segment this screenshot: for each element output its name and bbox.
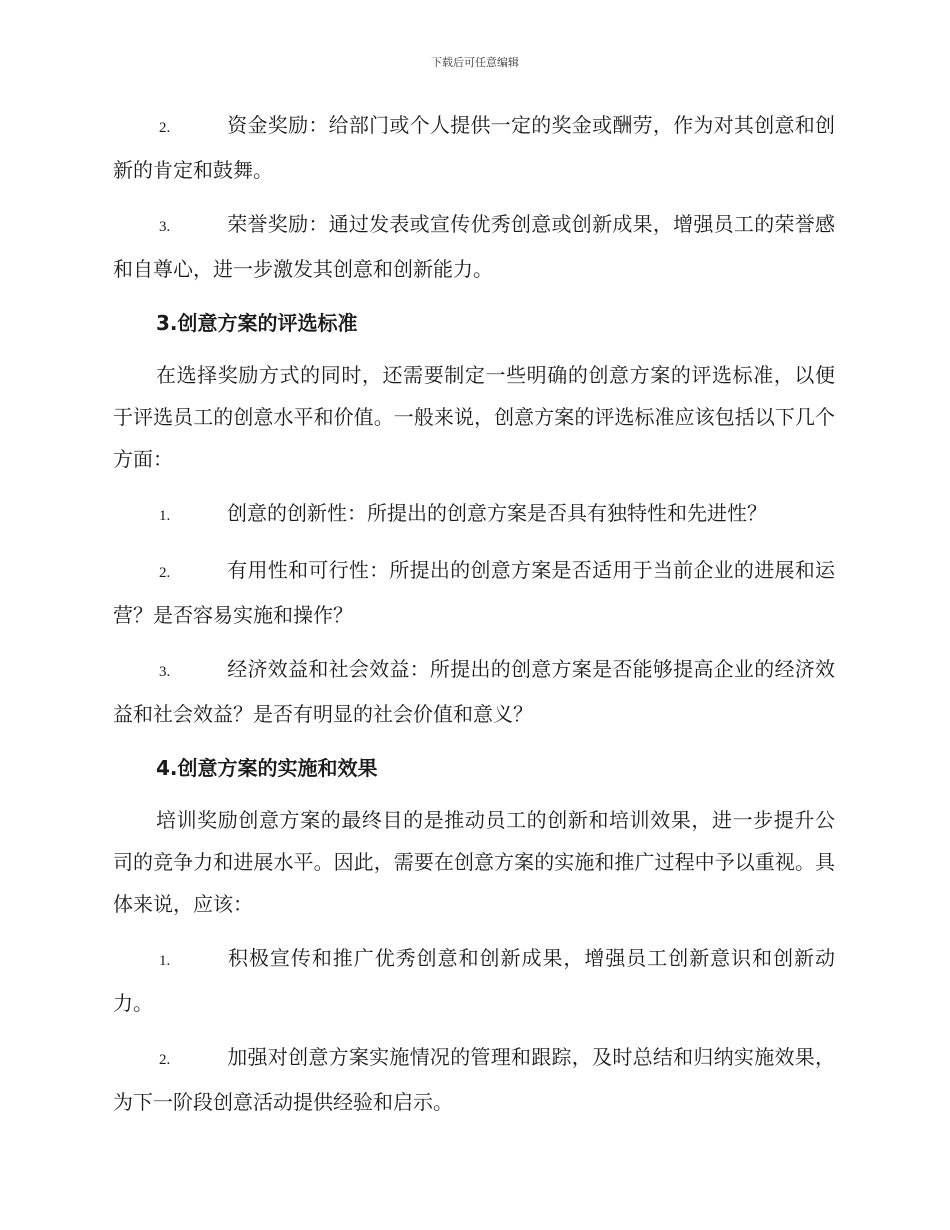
list-item [113,203,835,290]
list-item [113,492,835,537]
paragraph: 培训奖励创意方案的最终目的是推动员工的创新和培训效果，进一步提升公司的竞争力和进展水平。因此，需要在创意方案的实施和推广过程中予以重视。具体来说，应该： [113,808,835,916]
list-item-text: 积极宣传和推广优秀创意和创新成果，增强员工创新意识和创新动力。 [113,946,835,1015]
list-item-text: 资金奖励：给部门或个人提供一定的奖金或酬劳，作为对其创意和创新的肯定和鼓舞。 [113,113,835,182]
list-item-text: 经济效益和社会效益：所提出的创意方案是否能够提高企业的经济效益和社会效益？是否有明显的社会价值和意义？ [113,657,835,726]
document-body [113,104,835,1123]
list-item [113,104,835,191]
list-number: 2. [159,1052,171,1068]
section-heading: 3.创意方案的评选标准 [156,311,358,335]
page-header: 下载后可任意编辑 [431,56,519,69]
list-item [113,1036,835,1123]
list-number: 3. [159,664,171,680]
list-item-text: 创意的创新性：所提出的创意方案是否具有独特性和先进性？ [227,501,767,525]
list-item [113,937,835,1024]
list-item [113,549,835,636]
list-number: 2. [159,565,171,581]
list-item-text: 加强对创意方案实施情况的管理和跟踪，及时总结和归纳实施效果，为下一阶段创意活动提供经验和启示。 [113,1045,835,1114]
list-number: 2. [159,120,171,136]
list-item-text: 有用性和可行性：所提出的创意方案是否适用于当前企业的进展和运营？是否容易实施和操作？ [113,558,835,627]
list-number: 3. [159,219,171,235]
list-item-text: 荣誉奖励：通过发表或宣传优秀创意或创新成果，增强员工的荣誉感和自尊心，进一步激发其创意和创新能力。 [113,212,835,281]
list-item [113,648,835,735]
list-number: 1. [159,508,171,524]
list-number: 1. [159,953,171,969]
section-heading: 4.创意方案的实施和效果 [156,756,378,780]
paragraph: 在选择奖励方式的同时，还需要制定一些明确的创意方案的评选标准，以便于评选员工的创意水平和价值。一般来说，创意方案的评选标准应该包括以下几个方面： [113,363,835,471]
